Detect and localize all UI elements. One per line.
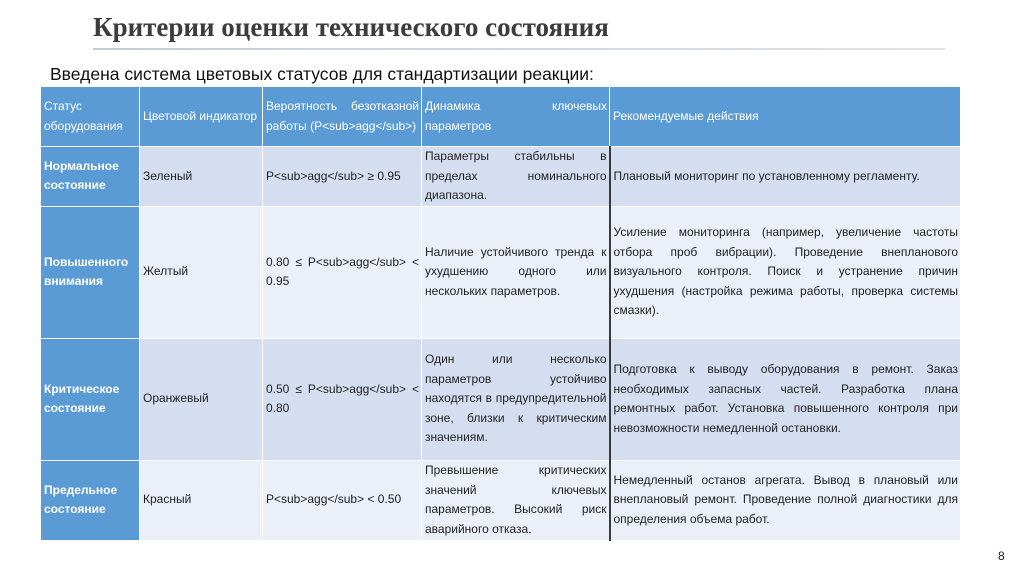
cell-actions: Плановый мониторинг по установленному регламенту.: [610, 147, 961, 207]
cell-actions: Немедленный останов агрегата. Вывод в плановый или внеплановый ремонт. Проведение полной диагностики для определения объема работ.: [610, 460, 961, 540]
header-color-indicator: Цветовой индикатор: [140, 87, 263, 147]
cell-dynamics: Параметры стабильны в пределах номинального диапазона.: [422, 147, 610, 207]
cell-color: Зеленый: [140, 147, 263, 207]
table-row: [41, 338, 961, 460]
cell-actions: Усиление мониторинга (например, увеличение частоты отбора проб вибрации). Проведение внепланового визуального контроля. Поиск и устранение причин ухудшения (настройка режима работы, проверка системы смазки).: [610, 206, 961, 338]
header-actions: Рекомендуемые действия: [610, 87, 961, 147]
cell-probability: 0.80 ≤ P<sub>agg</sub> < 0.95: [263, 206, 422, 338]
cell-status: Критическое состояние: [41, 338, 140, 460]
table-row: [41, 206, 961, 338]
slide-subtitle: Введена система цветовых статусов для стандартизации реакции:: [50, 64, 594, 84]
cell-color: Желтый: [140, 206, 263, 338]
criteria-table: [40, 86, 961, 541]
page-number: 8: [998, 549, 1005, 563]
table-header-row: [41, 87, 961, 147]
cell-probability: 0.50 ≤ P<sub>agg</sub> < 0.80: [263, 338, 422, 460]
cell-dynamics: Превышение критических значений ключевых параметров. Высокий риск аварийного отказа.: [422, 460, 610, 540]
cell-status: Предельное состояние: [41, 460, 140, 540]
header-status: Статус оборудования: [41, 87, 140, 147]
cell-status: Повышенного внимания: [41, 206, 140, 338]
header-dynamics: Динамика ключевых параметров: [422, 87, 610, 147]
cell-status: Нормальное состояние: [41, 147, 140, 207]
title-underline: [93, 48, 945, 50]
table-row: [41, 460, 961, 540]
cell-dynamics: Наличие устойчивого тренда к ухудшению одного или нескольких параметров.: [422, 206, 610, 338]
cell-color: Оранжевый: [140, 338, 263, 460]
cell-probability: P<sub>agg</sub> < 0.50: [263, 460, 422, 540]
cell-probability: P<sub>agg</sub> ≥ 0.95: [263, 147, 422, 207]
table-row: [41, 147, 961, 207]
slide-title: Критерии оценки технического состояния: [93, 12, 609, 42]
cell-dynamics: Один или несколько параметров устойчиво находятся в предупредительной зоне, близки к критическим значениям.: [422, 338, 610, 460]
cell-color: Красный: [140, 460, 263, 540]
header-probability: Вероятность безотказной работы (P<sub>agg</sub>): [263, 87, 422, 147]
cell-actions: Подготовка к выводу оборудования в ремонт. Заказ необходимых запасных частей. Разработка плана ремонтных работ. Установка повышенного контроля при невозможности немедленной остановки.: [610, 338, 961, 460]
